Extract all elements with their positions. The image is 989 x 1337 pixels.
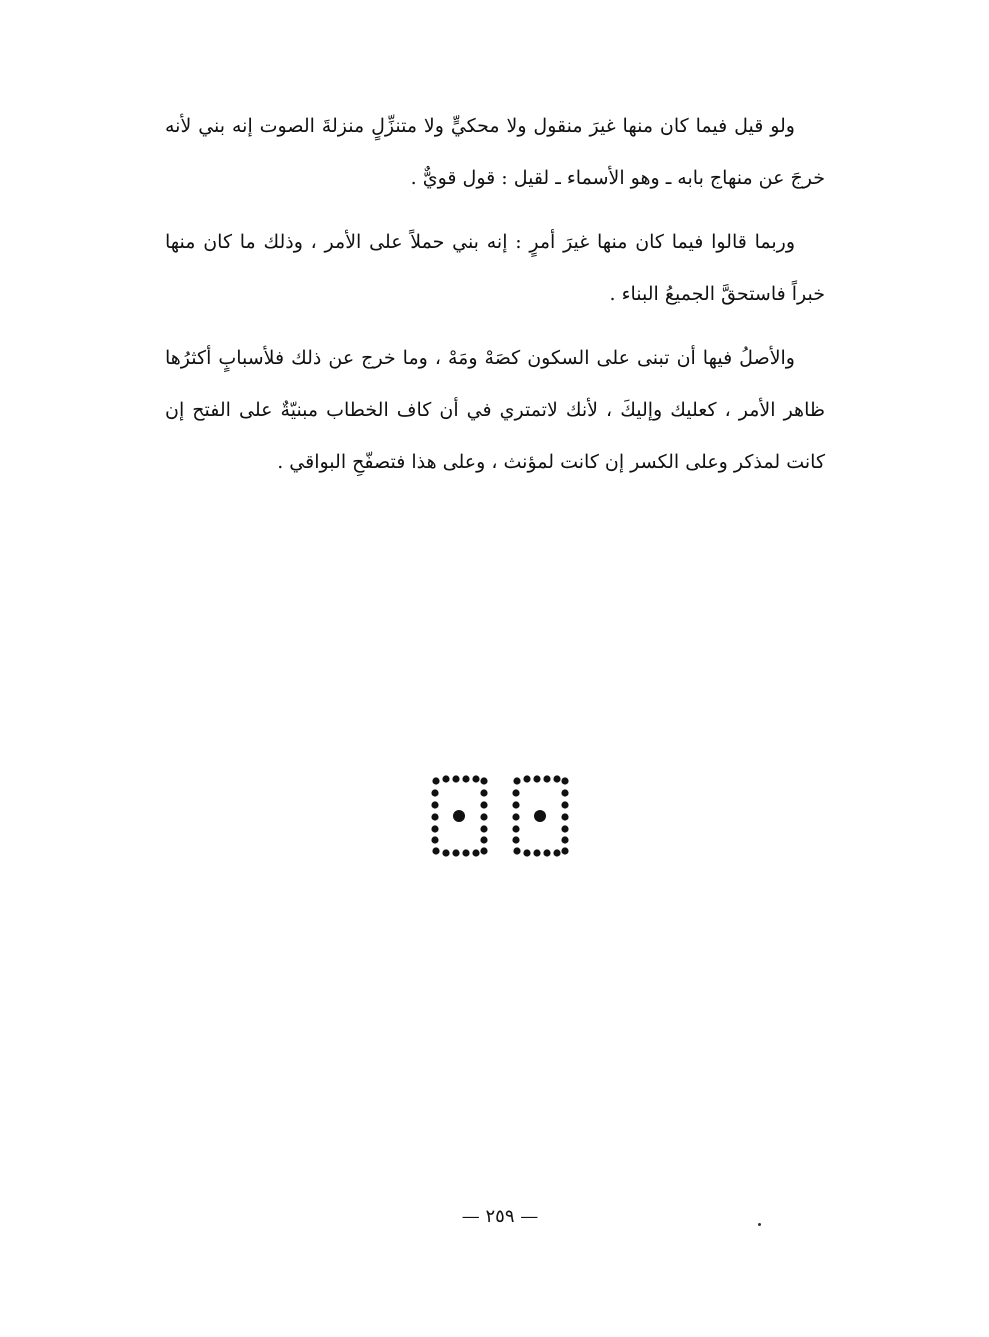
- dotted-frames-ornament-icon: [428, 775, 573, 857]
- paragraph-3: والأصلُ فيها أن تبنى على السكون كصَهْ ومَهْ ، وما خرج عن ذلك فلأسبابٍ أكثرُها ظاهر الأمر ، كعليك وإليكَ ، لأنك لاتمتري في أن كاف الخطاب مبنيّةٌ على الفتح إن كانت لمذكر وعلى الكسر إن كانت لمؤنث ، وعلى هذا فتصفّحِ البواقي .: [165, 347, 825, 473]
- body-text: [165, 100, 825, 500]
- paragraph-1: ولو قيل فيما كان منها غيرَ منقول ولا محكيٍّ ولا متنزِّلٍ منزلةَ الصوت إنه بني لأنه خرجَ عن منهاج بابه ـ وهو الأسماء ـ لقيل : قول قويٌّ .: [165, 115, 825, 189]
- print-speck: [758, 1223, 761, 1226]
- paragraph-2: وربما قالوا فيما كان منها غيرَ أمرٍ : إنه بني حملاً على الأمر ، وذلك ما كان منها خبراً فاستحقَّ الجميعُ البناء .: [165, 231, 825, 305]
- page-number: — ٢٥٩ —: [461, 1206, 539, 1227]
